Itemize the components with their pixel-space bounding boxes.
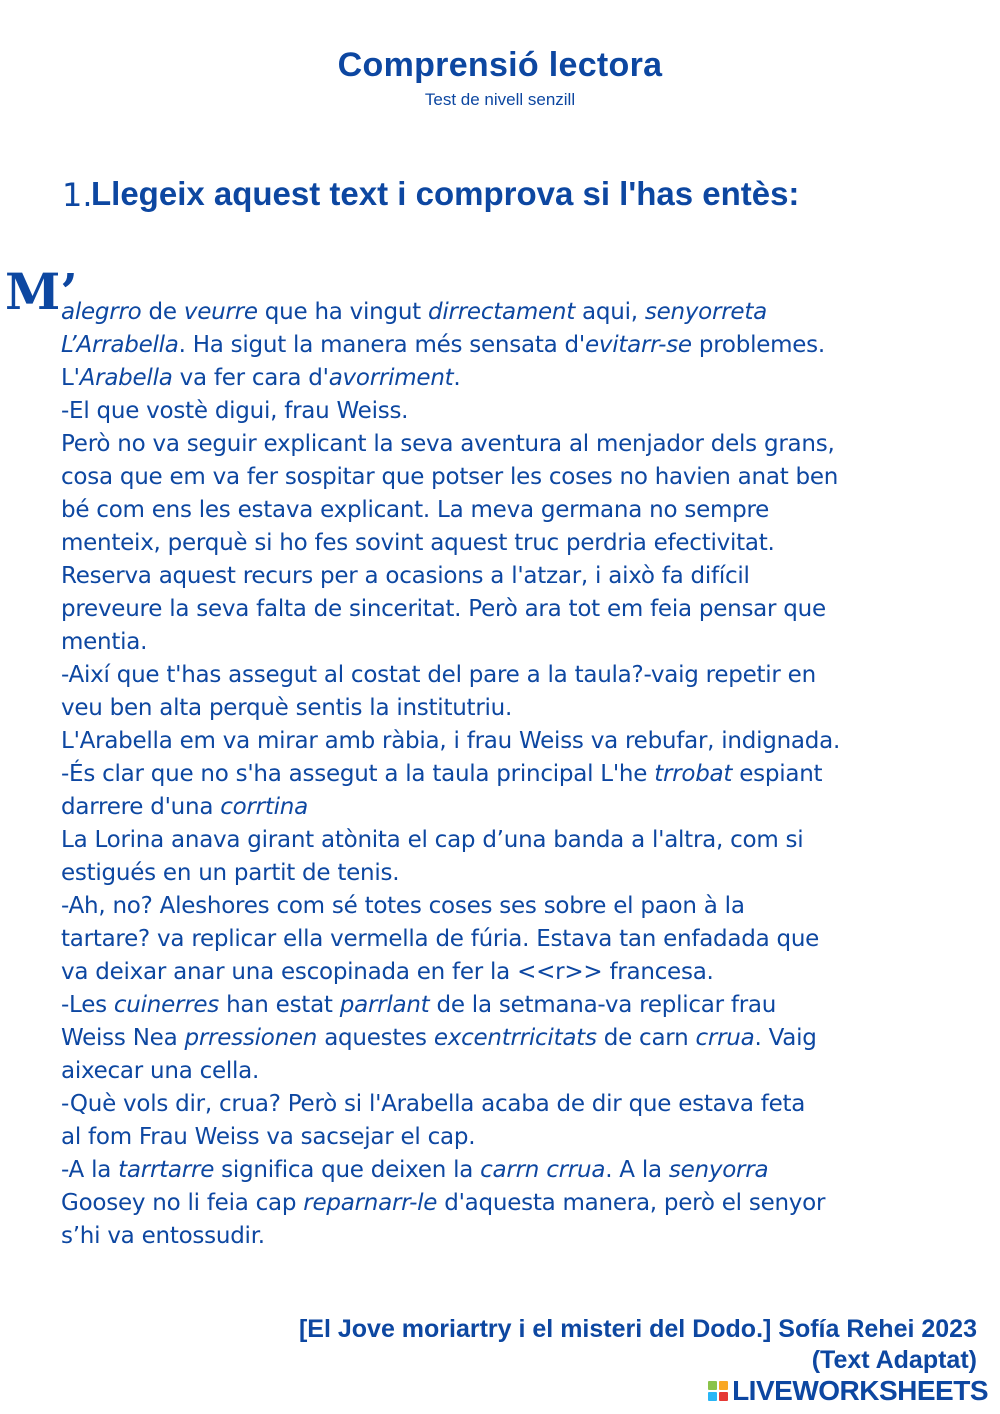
passage-italic-word: prressionen (184, 1025, 318, 1051)
passage-line (61, 329, 961, 362)
passage-line (61, 1220, 961, 1253)
passage-text: La Lorina anava girant atònita el cap d’una banda a l'altra, com si (61, 827, 804, 853)
logo-square-e (719, 1392, 728, 1401)
passage-italic-word: evitarr-se (584, 332, 692, 358)
passage-text: Weiss Nea (61, 1025, 185, 1051)
passage-text: -Ah, no? Aleshores com sé totes coses ses sobre el paon à la (61, 893, 745, 919)
passage-text: aquestes (317, 1025, 434, 1051)
passage-text: mentia. (61, 629, 148, 655)
liveworksheets-brand[interactable] (708, 1375, 988, 1407)
passage-italic-word: carrn crrua (480, 1157, 606, 1183)
liveworksheets-logo-icon (708, 1381, 728, 1401)
passage-italic-word: crrua (695, 1025, 755, 1051)
passage-text: que ha vingut (257, 299, 429, 325)
passage-text: aixecar una cella. (61, 1058, 260, 1084)
passage-text: problemes. (691, 332, 825, 358)
citation-source: [El Jove moriartry i el misteri del Dodo.] Sofía Rehei 2023 (298, 1315, 977, 1343)
passage-text: Reserva aquest recurs per a ocasions a l'atzar, i això fa difícil (61, 563, 750, 589)
page-subtitle: Test de nivell senzill (424, 90, 576, 109)
citation-note: (Text Adaptat) (811, 1346, 977, 1374)
passage-line (61, 395, 961, 428)
passage-italic-word: senyorreta (644, 299, 767, 325)
question-text: Llegeix aquest text i comprova si l'has entès: (91, 175, 800, 212)
passage-italic-word: senyorra (668, 1157, 769, 1183)
passage-italic-word: excentrricitats (433, 1025, 597, 1051)
logo-square-l (708, 1381, 717, 1390)
passage-line (61, 692, 961, 725)
passage-italic-word: trrobat (654, 761, 733, 787)
passage-line (61, 1154, 961, 1187)
passage-italic-word: dirrectament (428, 299, 575, 325)
passage-line (61, 527, 961, 560)
passage-italic-word: reparnarr-le (303, 1190, 438, 1216)
passage-text: va fer cara d' (172, 365, 329, 391)
passage-text: -És clar que no s'ha assegut a la taula principal L'he (61, 761, 655, 787)
passage-line (61, 890, 961, 923)
passage-text: espiant (732, 761, 823, 787)
passage-text: menteix, perquè si ho fes sovint aquest truc perdria efectivitat. (61, 530, 775, 556)
passage-italic-word: Arabella (79, 365, 173, 391)
passage-text: aqui, (575, 299, 645, 325)
passage-text: -A la (61, 1157, 119, 1183)
passage-text: d'aquesta manera, però el senyor (437, 1190, 826, 1216)
passage-line (61, 1022, 961, 1055)
passage-text: han estat (219, 992, 340, 1018)
passage-text: darrere d'una (61, 794, 221, 820)
passage-line (61, 296, 961, 329)
passage-line (61, 362, 961, 395)
passage-line (61, 758, 961, 791)
passage-line (61, 725, 961, 758)
passage-italic-word: tarrtarre (118, 1157, 215, 1183)
passage-text: -Què vols dir, crua? Però si l'Arabella acaba de dir que estava feta (61, 1091, 806, 1117)
passage-line (61, 923, 961, 956)
passage-text: . A la (605, 1157, 669, 1183)
passage-text: bé com ens les estava explicant. La meva germana no sempre (61, 497, 770, 523)
drop-cap: M’ (5, 262, 78, 321)
passage-text: -Les (61, 992, 114, 1018)
passage-text: -El que vostè digui, frau Weiss. (61, 398, 409, 424)
passage-italic-word: parrlant (339, 992, 430, 1018)
passage-line (61, 1055, 961, 1088)
passage-line (61, 857, 961, 890)
passage-text: veu ben alta perquè sentis la institutriu. (61, 695, 513, 721)
citation (299, 1314, 977, 1376)
reading-passage (61, 296, 961, 1253)
logo-square-i (719, 1381, 728, 1390)
passage-text: preveure la seva falta de sinceritat. Però ara tot em feia pensar que (61, 596, 826, 622)
passage-italic-word: veurre (183, 299, 258, 325)
passage-text: significa que deixen la (214, 1157, 481, 1183)
passage-text: de la setmana-va replicar frau (429, 992, 777, 1018)
passage-line (61, 560, 961, 593)
passage-line (61, 494, 961, 527)
passage-line (61, 1187, 961, 1220)
passage-text: . Ha sigut la manera més sensata d' (178, 332, 585, 358)
passage-text: s’hi va entossudir. (61, 1223, 265, 1249)
passage-text: L'Arabella em va mirar amb ràbia, i frau Weiss va rebufar, indignada. (61, 728, 841, 754)
passage-line (61, 791, 961, 824)
question-number: 1. (62, 176, 93, 214)
passage-line (61, 956, 961, 989)
passage-line (61, 824, 961, 857)
passage-line (61, 989, 961, 1022)
passage-line (61, 659, 961, 692)
passage-italic-word: cuinerres (113, 992, 220, 1018)
passage-text: . (453, 365, 461, 391)
passage-italic-word: L’Arrabella (61, 332, 179, 358)
page-title: Comprensió lectora (337, 46, 663, 84)
passage-line (61, 1121, 961, 1154)
passage-text: de (141, 299, 184, 325)
passage-line (61, 626, 961, 659)
passage-line (61, 428, 961, 461)
passage-text: L' (61, 365, 80, 391)
passage-text: Però no va seguir explicant la seva aventura al menjador dels grans, (61, 431, 835, 457)
passage-text: . Vaig (754, 1025, 817, 1051)
passage-text: -Així que t'has assegut al costat del pare a la taula?-vaig repetir en (61, 662, 816, 688)
passage-italic-word: alegrro (61, 299, 142, 325)
passage-line (61, 461, 961, 494)
passage-text: Goosey no li feia cap (61, 1190, 304, 1216)
passage-text: al fom Frau Weiss va sacsejar el cap. (61, 1124, 476, 1150)
passage-text: estigués en un partit de tenis. (61, 860, 400, 886)
passage-italic-word: avorriment (328, 365, 454, 391)
passage-italic-word: corrtina (220, 794, 308, 820)
passage-line (61, 1088, 961, 1121)
passage-text: tartare? va replicar ella vermella de fúria. Estava tan enfadada que (61, 926, 820, 952)
passage-text: cosa que em va fer sospitar que potser les coses no havien anat ben (61, 464, 839, 490)
passage-line (61, 593, 961, 626)
brand-name: LIVEWORKSHEETS (732, 1375, 988, 1406)
logo-square-v (708, 1392, 717, 1401)
passage-text: de carn (596, 1025, 696, 1051)
passage-text: va deixar anar una escopinada en fer la <<r>> francesa. (61, 959, 714, 985)
